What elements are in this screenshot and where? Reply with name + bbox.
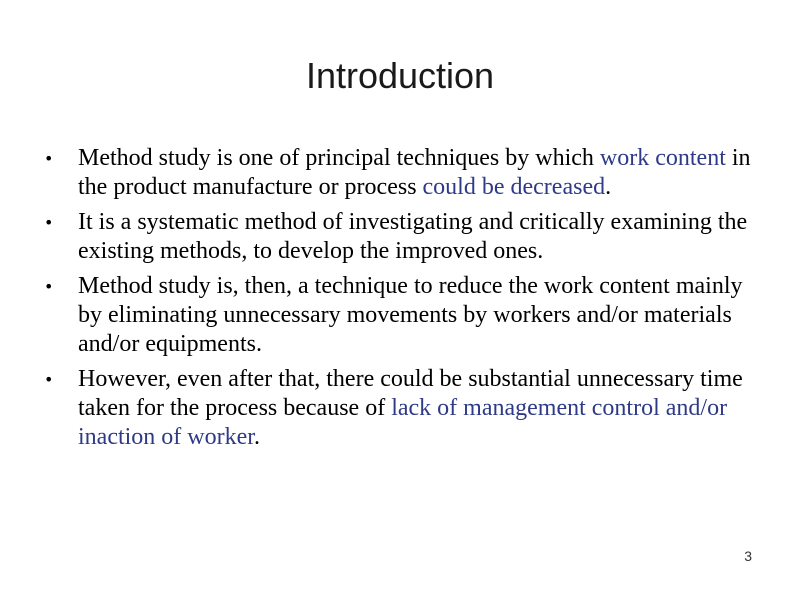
highlighted-text: work content bbox=[599, 145, 726, 171]
text-segment: However, even after that, there could be substantial unnecessary time taken for the process because of bbox=[78, 366, 743, 421]
text-segment: Method study is one of principal techniques by which bbox=[78, 145, 600, 171]
text-segment: . bbox=[253, 424, 260, 450]
highlighted-text: could be decreased bbox=[422, 174, 606, 200]
bullet-text bbox=[78, 145, 751, 200]
bullet-icon: • bbox=[44, 149, 54, 168]
bullet-icon: • bbox=[44, 213, 54, 232]
bullet-item bbox=[40, 208, 760, 266]
text-segment: It is a systematic method of investigating and critically examining the existing methods, to develop the improved ones. bbox=[78, 209, 748, 264]
text-segment: Method study is, then, a technique to reduce the work content mainly by eliminating unnecessary movements by workers and/or materials and/or equipments. bbox=[78, 273, 743, 357]
text-segment: in the product manufacture or process bbox=[78, 145, 751, 200]
text-segment: . bbox=[605, 174, 612, 200]
bullet-list bbox=[40, 144, 760, 458]
bullet-icon: • bbox=[44, 370, 54, 389]
bullet-text bbox=[78, 209, 747, 264]
page-number: 3 bbox=[744, 548, 752, 564]
highlighted-text: lack of management control and/or inaction of worker bbox=[78, 395, 728, 450]
bullet-icon: • bbox=[44, 277, 54, 296]
slide-title: Introduction bbox=[305, 55, 495, 96]
bullet-item bbox=[40, 365, 760, 452]
bullet-item bbox=[40, 144, 760, 202]
bullet-text bbox=[78, 273, 743, 357]
bullet-text bbox=[78, 366, 743, 450]
bullet-item bbox=[40, 272, 760, 359]
